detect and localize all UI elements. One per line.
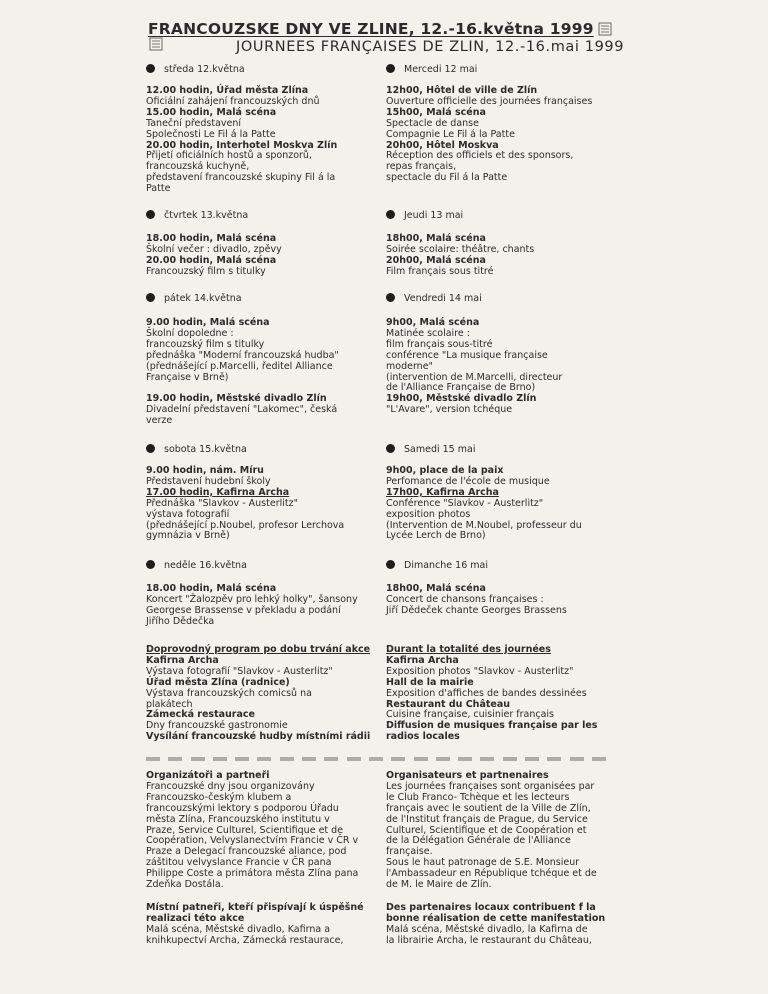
text-line: Koncert "Žalozpěv pro lehký holky", šansony <box>146 593 358 605</box>
text-line: 17h00, Kafirna Archa <box>386 486 499 498</box>
text-line: 17.00 hodin, Kafirna Archa <box>146 486 290 498</box>
text-line: Úřad města Zlína (radnice) <box>146 676 290 688</box>
text-line: 20.00 hodin, Malá scéna <box>146 254 277 266</box>
text-line: Divadelní představení "Lakomec", česká <box>146 404 338 416</box>
text-line: francouzská kuchyně, <box>146 161 250 173</box>
bullet-icon <box>146 293 155 302</box>
title-czech: FRANCOUZSKE DNY VE ZLINE, 12.-16.května 1999 <box>148 20 594 38</box>
text-line: 19.00 hodin, Městské divadlo Zlín <box>146 393 327 405</box>
title-french: JOURNEES FRANÇAISES DE ZLIN, 12.-16.mai 1999 <box>236 39 625 55</box>
day-label: Dimanche 16 mai <box>404 560 488 571</box>
text-line: Výstava francouzských comicsů na <box>146 687 312 699</box>
bullet-icon <box>386 293 395 302</box>
accompanying-program-french <box>386 645 597 743</box>
text-line: francouzskými lektory s podporou Úřadu <box>146 802 339 814</box>
day-heading <box>386 64 477 75</box>
text-line: 9.00 hodin, Malá scéna <box>146 317 270 328</box>
text-line: (Intervention de M.Noubel, professeur du <box>386 519 582 531</box>
partners-french <box>386 903 605 947</box>
text-line: Společnosti Le Fil á la Patte <box>146 128 276 140</box>
text-line: Taneční představení <box>146 117 242 129</box>
day-label: středa 12.května <box>164 64 245 75</box>
text-line: Praze a Delegací francouzské aliance, pod <box>146 846 347 858</box>
text-line: Française v Brně) <box>146 371 229 383</box>
text-line: Soirée scolaire: théâtre, chants <box>386 243 535 255</box>
text-line: francouzský film s titulky <box>146 338 265 350</box>
text-line: Exposition d'affiches de bandes dessinées <box>386 687 587 699</box>
text-line: Školní večer : divadlo, zpěvy <box>146 243 282 255</box>
program-french <box>386 234 534 278</box>
text-line: (intervention de M.Marcelli, directeur <box>386 371 563 383</box>
text-line: de la Délégation Générale de l'Alliance <box>386 835 571 847</box>
text-line: Školní dopoledne : <box>146 327 234 339</box>
bullet-icon <box>146 560 155 569</box>
stamp-icon <box>598 22 612 36</box>
text-line: Doprovodný program po dobu trvání akce <box>146 644 371 655</box>
text-line: Francouzsko-českým klubem a <box>146 791 292 803</box>
text-line: záštitou velvyslance Francie v ČR pana <box>146 857 332 869</box>
text-line: le Club Franco- Tchèque et les lecteurs <box>386 791 570 803</box>
text-line: 18h00, Malá scéna <box>386 233 486 244</box>
program-czech <box>146 86 337 195</box>
text-line: de l'Alliance Française de Brno) <box>386 382 536 394</box>
bullet-icon <box>146 444 155 453</box>
text-line: radios locales <box>386 731 460 743</box>
text-line: Restaurant du Château <box>386 698 511 710</box>
text-line: představení francouzské skupiny Fil á la <box>146 172 336 184</box>
day-heading <box>386 444 475 455</box>
text-line: Malá scéna, Městské divadlo, Kafirna a <box>146 923 331 935</box>
text-line: 15.00 hodin, Malá scéna <box>146 106 277 118</box>
text-line: Malá scéna, Městské divadlo, la Kafirna de <box>386 923 588 935</box>
day-label: sobota 15.května <box>164 444 247 455</box>
text-line: Představení hudební školy <box>146 475 271 487</box>
organizers-czech <box>146 771 358 891</box>
bullet-icon <box>386 210 395 219</box>
text-line: knihkupectví Archa, Zámecká restaurace, <box>146 934 344 946</box>
text-line: "L'Avare", version tchéque <box>386 404 513 416</box>
text-line: gymnázia v Brně) <box>146 530 230 542</box>
organizers-french <box>386 771 597 891</box>
text-line: Philippe Coste a primátora města Zlína pana <box>146 868 359 880</box>
text-line: přednáška "Moderní francouzská hudba" <box>146 349 339 361</box>
program-czech <box>146 318 339 427</box>
text-line: Durant la totalité des journées <box>386 644 551 655</box>
text-line: 15h00, Malá scéna <box>386 106 486 118</box>
text-line: Organisateurs et partnenaires <box>386 770 549 781</box>
text-line: Zdeňka Dostála. <box>146 879 224 891</box>
text-line: Sous le haut patronage de S.E. Monsieur <box>386 857 580 869</box>
text-line: 19h00, Městské divadlo Zlín <box>386 393 537 405</box>
text-line: Patte <box>146 183 171 195</box>
text-line: (přednášející p.Noubel, profesor Lerchova <box>146 519 345 531</box>
text-line: Matinée scolaire : <box>386 327 470 339</box>
text-line: de l'Institut français de Prague, du Service <box>386 813 588 825</box>
text-line: 18.00 hodin, Malá scéna <box>146 233 277 244</box>
day-label: čtvrtek 13.května <box>164 210 249 221</box>
text-line: Film français sous titré <box>386 265 494 277</box>
day-label: Mercedi 12 mai <box>404 64 478 75</box>
text-line: moderne" <box>386 360 433 372</box>
day-label: Vendredi 14 mai <box>404 293 482 304</box>
partners-czech <box>146 903 364 947</box>
text-line: exposition photos <box>386 508 471 520</box>
text-line: Přijetí oficiálních hostů a sponzorů, <box>146 150 312 162</box>
text-line: 12h00, Hôtel de ville de Zlín <box>386 85 538 96</box>
text-line: de M. le Maire de Zlín. <box>386 879 492 891</box>
text-line: Jiřího Dědečka <box>146 615 215 627</box>
text-line: města Zlína, Francouzského institutu v <box>146 813 330 825</box>
text-line: (přednášející p.Marcelli, ředitel Alliance <box>146 360 333 372</box>
bullet-icon <box>146 64 155 73</box>
bullet-icon <box>386 444 395 453</box>
day-heading <box>146 560 247 571</box>
text-line: Praze, Service Culturel, Scientifique et de <box>146 824 344 836</box>
program-czech <box>146 234 282 278</box>
text-line: Oficiální zahájení francouzských dnů <box>146 95 320 107</box>
text-line: 12.00 hodin, Úřad města Zlína <box>146 85 309 96</box>
text-line: výstava fotografií <box>146 508 230 520</box>
day-label: Samedi 15 mai <box>404 444 476 455</box>
text-line: Des partenaires locaux contribuent f la <box>386 902 596 913</box>
bullet-icon <box>146 210 155 219</box>
program-czech <box>146 584 358 628</box>
text-line: française. <box>386 846 433 858</box>
text-line: Francouzský film s titulky <box>146 265 266 277</box>
text-line: Přednáška "Slavkov - Austerlitz" <box>146 497 298 509</box>
text-line: 20h00, Hôtel Moskva <box>386 139 499 151</box>
text-line: plakátech <box>146 698 193 710</box>
text-line: verze <box>146 415 173 427</box>
text-line: Les journées françaises sont organisées par <box>386 780 595 792</box>
text-line: Výstava fotografií "Slavkov - Austerlitz" <box>146 665 333 677</box>
text-line: français avec le soutient de la Ville de Zlín, <box>386 802 591 814</box>
stamp-icon <box>149 37 163 51</box>
day-label: neděle 16.května <box>164 560 247 571</box>
text-line: conférence "La musique française <box>386 349 548 361</box>
bullet-icon <box>386 560 395 569</box>
text-line: Réception des officiels et des sponsors, <box>386 150 574 162</box>
text-line: Organizátoři a partneři <box>146 770 270 781</box>
program-czech <box>146 466 344 542</box>
text-line: repas français, <box>386 161 457 173</box>
program-french <box>386 86 592 184</box>
text-line: Hall de la mairie <box>386 676 474 688</box>
text-line: Concert de chansons françaises : <box>386 593 544 605</box>
text-line: Compagnie Le Fil á la Patte <box>386 128 515 140</box>
text-line: Lycée Lerch de Brno) <box>386 530 486 542</box>
day-heading <box>146 210 248 221</box>
bullet-icon <box>386 64 395 73</box>
section-divider <box>146 757 606 763</box>
text-line: Vysílání francouzské hudby místními rádii <box>146 731 371 743</box>
text-line: l'Ambassadeur en République tchéque et de <box>386 868 597 880</box>
text-line: la librairie Archa, le restaurant du Château, <box>386 934 592 946</box>
program-french <box>386 466 582 542</box>
text-line: 18h00, Malá scéna <box>386 583 486 594</box>
text-line: 9.00 hodin, nám. Míru <box>146 465 264 476</box>
day-heading <box>146 444 247 455</box>
program-french <box>386 584 567 617</box>
day-heading <box>146 64 245 75</box>
text-line: spectacle du Fil á la Patte <box>386 172 508 184</box>
text-line: realizaci této akce <box>146 912 245 924</box>
day-heading <box>386 560 488 571</box>
day-heading <box>146 293 242 304</box>
day-heading <box>386 293 482 304</box>
day-heading <box>386 210 463 221</box>
text-line: Kafirna Archa <box>146 654 219 666</box>
text-line: Cuisine française, cuisinier français <box>386 709 555 721</box>
text-line: Conférence "Slavkov - Austerlitz" <box>386 497 544 509</box>
text-line: Ouverture officielle des journées françaises <box>386 95 593 107</box>
text-line: Francouzské dny jsou organizovány <box>146 780 315 792</box>
text-line: Perfomance de l'école de musique <box>386 475 550 487</box>
text-line: Culturel, Scientifique et de Coopération et <box>386 824 587 836</box>
text-line: Spectacle de danse <box>386 117 479 129</box>
text-line: 9h00, Malá scéna <box>386 317 480 328</box>
text-line: 20.00 hodin, Interhotel Moskva Zlín <box>146 139 338 151</box>
text-line: Zámecká restaurace <box>146 709 255 721</box>
text-line: Georgese Brassense v překladu a podání <box>146 604 341 616</box>
text-line: Kafirna Archa <box>386 654 459 666</box>
text-line: film français sous-titré <box>386 338 493 350</box>
text-line: Exposition photos "Slavkov - Austerlitz" <box>386 665 574 677</box>
text-line: Coopération, Velvyslanectvím Francie v ČR v <box>146 835 359 847</box>
accompanying-program-czech <box>146 645 370 743</box>
day-label: pátek 14.května <box>164 293 242 304</box>
text-line: 20h00, Malá scéna <box>386 254 486 266</box>
text-line: bonne réalisation de cette manifestation <box>386 912 606 924</box>
text-line: 9h00, place de la paix <box>386 465 504 476</box>
text-line: 18.00 hodin, Malá scéna <box>146 583 277 594</box>
text-line: Místní patneři, kteří přispívají k úspěšné <box>146 902 364 913</box>
day-label: Jeudi 13 mai <box>404 210 464 221</box>
text-line: Jiří Dědeček chante Georges Brassens <box>386 604 567 616</box>
text-line: Diffusion de musiques française par les <box>386 720 598 732</box>
text-line: Dny francouzské gastronomie <box>146 720 288 732</box>
program-french <box>386 318 562 416</box>
